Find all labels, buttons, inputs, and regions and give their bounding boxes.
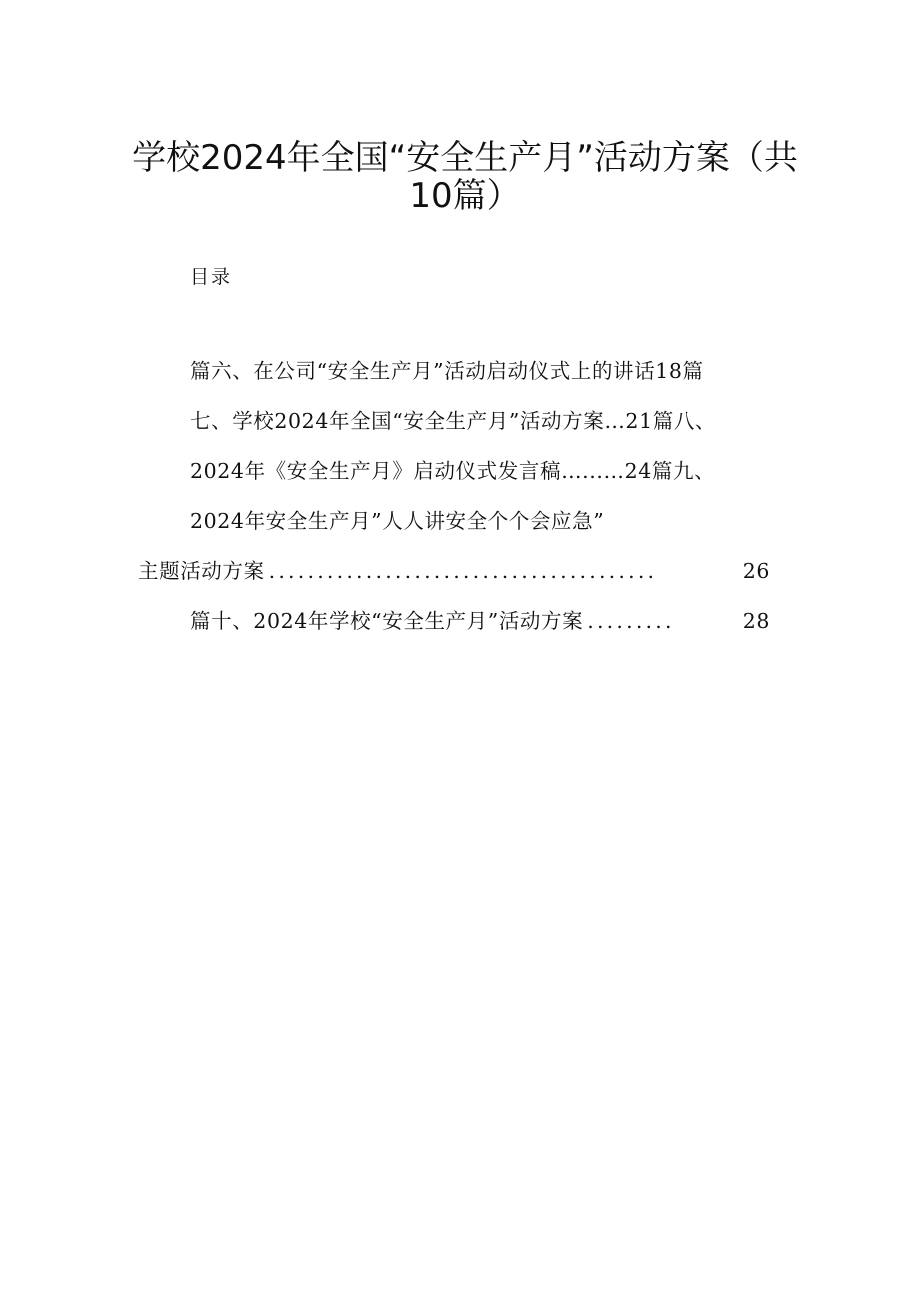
document-title-line-2: 10篇） bbox=[409, 176, 521, 216]
toc-entry-part-ten bbox=[190, 606, 770, 636]
toc-page-number: 28 bbox=[742, 609, 770, 633]
toc-line-2: 七、学校2024年全国“安全生产月”活动方案…21篇八、 bbox=[190, 409, 717, 433]
document-title-line-1: 学校2024年全国“安全生产月”活动方案（共 bbox=[132, 138, 798, 178]
toc-line-4: 2024年安全生产月”人人讲安全个个会应急” bbox=[190, 509, 605, 533]
toc-page-number: 26 bbox=[742, 559, 770, 583]
toc-entry-label: 篇十、2024年学校“安全生产月”活动方案 bbox=[190, 609, 584, 633]
toc-line-1: 篇六、在公司“安全生产月”活动启动仪式上的讲话18篇 bbox=[190, 359, 704, 383]
toc-entry-theme-plan bbox=[138, 556, 770, 586]
toc-leader-dots: ........................................ bbox=[268, 559, 658, 583]
toc-line-3: 2024年《安全生产月》启动仪式发言稿…...…24篇九、 bbox=[190, 459, 716, 483]
toc-entry-label: 主题活动方案 bbox=[138, 559, 265, 583]
toc-leader-dots: ......... bbox=[587, 609, 675, 633]
toc-heading: 目录 bbox=[190, 266, 233, 288]
